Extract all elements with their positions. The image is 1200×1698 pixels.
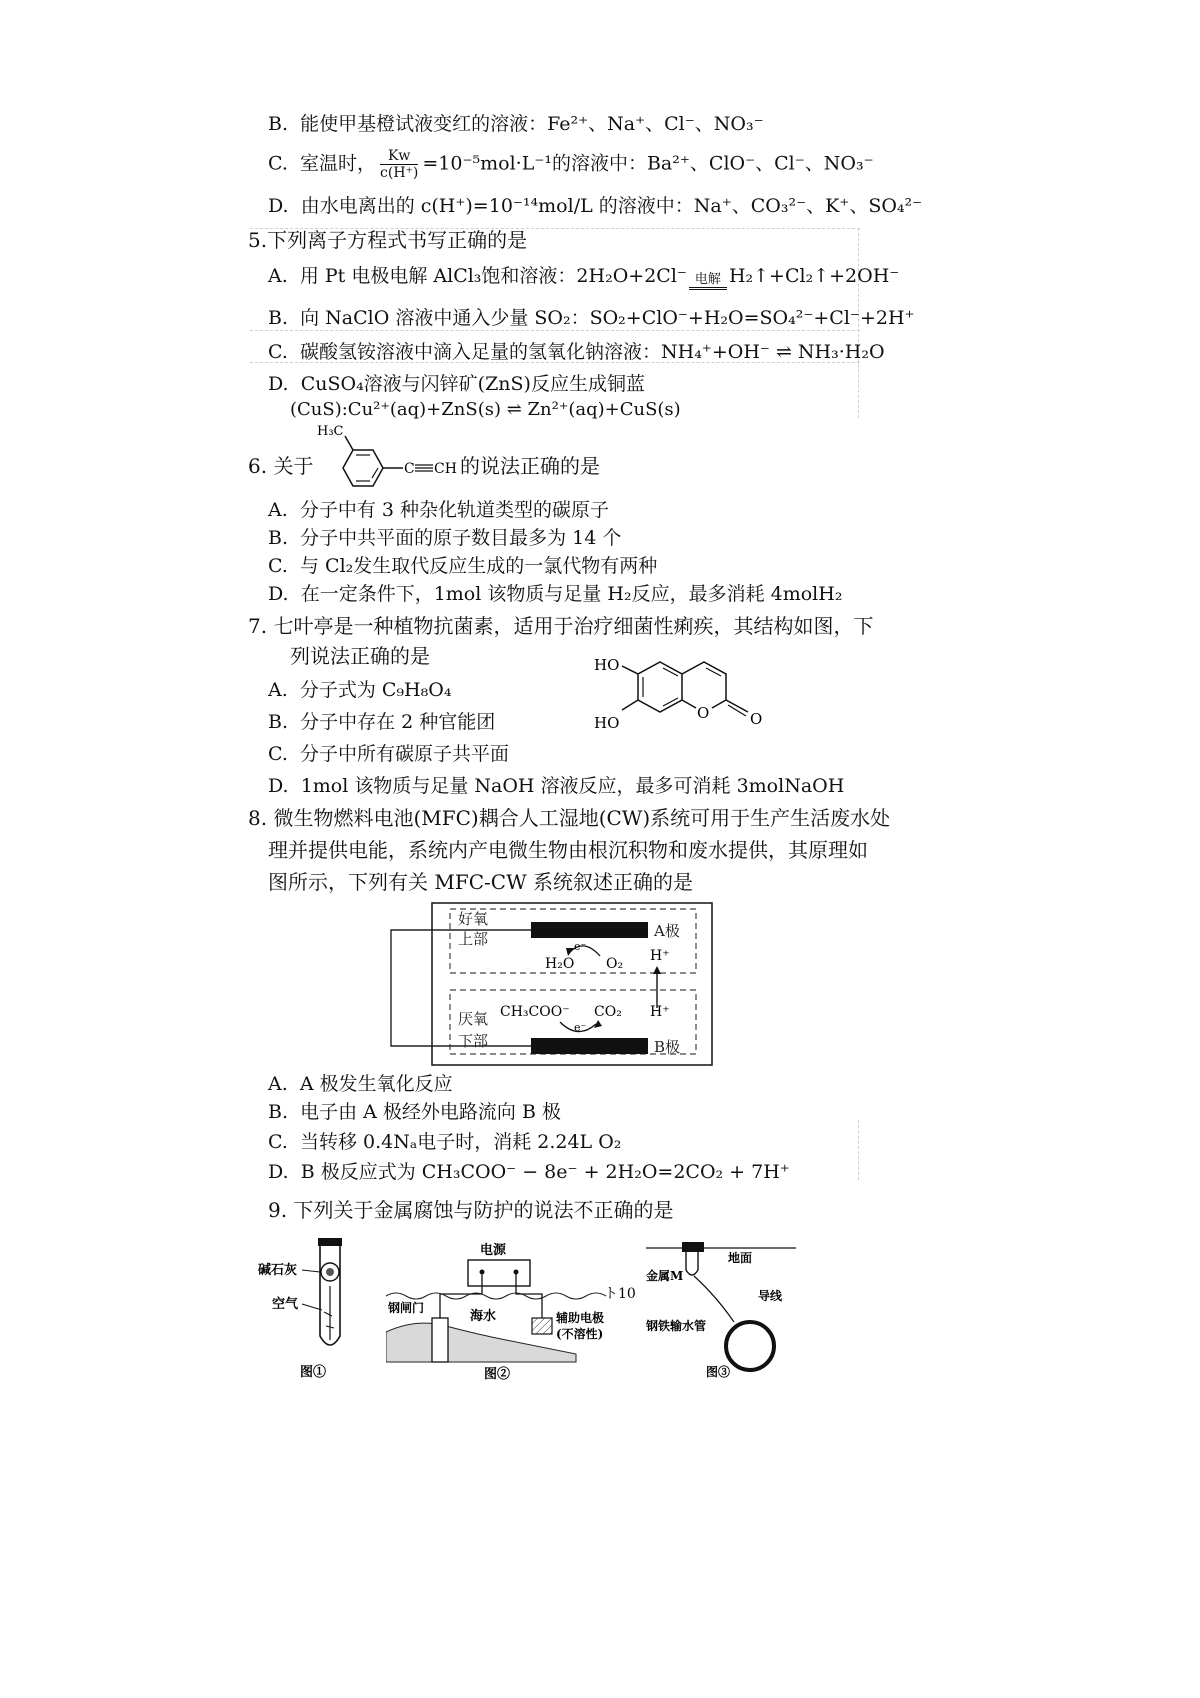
q4-option-b: B. 能使甲基橙试液变红的溶液：Fe²⁺、Na⁺、Cl⁻、NO₃⁻	[268, 113, 764, 135]
svg-text:地面: 地面	[728, 1251, 753, 1265]
q4-option-d: D. 由水电离出的 c(H⁺)=10⁻¹⁴mol/L 的溶液中：Na⁺、CO₃²⁻、K⁺、SO₄²⁻	[268, 195, 923, 217]
q9-figure-1	[258, 1236, 368, 1386]
q4-option-c: C. 室温时， $\frac{Kw}{c(H^+)}$ =10⁻⁵mol·L⁻¹的溶液中：Ba²⁺、ClO⁻、Cl⁻、NO₃⁻	[268, 148, 874, 181]
q5-option-c: C. 碳酸氢铵溶液中滴入足量的氢氧化钠溶液：NH₄⁺+OH⁻ ⇌ NH₃·H₂O	[268, 341, 885, 363]
q7-option-d: D. 1mol 该物质与足量 NaOH 溶液反应，最多可消耗 3molNaOH	[268, 775, 845, 797]
q9-figure-2	[386, 1236, 646, 1386]
svg-text:C: C	[404, 461, 415, 477]
scan-guide-line	[858, 1120, 859, 1180]
svg-text:钢铁输水管: 钢铁输水管	[646, 1319, 707, 1333]
q6-molecule	[315, 420, 465, 498]
q8-stem-line2: 理并提供电能，系统内产电微生物由根沉积物和废水提供，其原理如	[268, 838, 868, 862]
svg-text:金属M: 金属M	[646, 1269, 684, 1283]
q8-option-b: B. 电子由 A 极经外电路流向 B 极	[268, 1101, 561, 1123]
svg-text:厌氧: 厌氧	[458, 1010, 489, 1028]
q7-stem-line1: 7. 七叶亭是一种植物抗菌素，适用于治疗细菌性痢疾，其结构如图，下	[248, 614, 874, 638]
svg-text:ト10: ト10	[604, 1286, 636, 1302]
svg-text:HO: HO	[594, 714, 620, 732]
svg-text:空气: 空气	[272, 1297, 299, 1312]
svg-text:下部: 下部	[458, 1032, 489, 1050]
svg-text:海水: 海水	[470, 1309, 497, 1324]
svg-text:O: O	[697, 704, 710, 722]
svg-text:辅助电极: 辅助电极	[556, 1311, 605, 1325]
q5-option-d: D. CuSO₄溶液与闪锌矿(ZnS)反应生成铜蓝	[268, 373, 645, 395]
q5-option-b: B. 向 NaClO 溶液中通入少量 SO₂：SO₂+ClO⁻+H₂O=SO₄²⁻+Cl⁻+2H⁺	[268, 307, 915, 329]
svg-text:CH₃COO⁻: CH₃COO⁻	[500, 1004, 570, 1020]
q8-option-d: D. B 极反应式为 CH₃COO⁻ − 8e⁻ + 2H₂O=2CO₂ + 7H⁺	[268, 1161, 790, 1183]
q8-option-c: C. 当转移 0.4Nₐ电子时，消耗 2.24L O₂	[268, 1131, 622, 1153]
q6-option-a: A. 分子中有 3 种杂化轨道类型的碳原子	[268, 499, 610, 521]
electrolysis-condition: 电解	[689, 273, 727, 290]
svg-text:图②: 图②	[484, 1367, 511, 1382]
q8-stem-line3: 图所示，下列有关 MFC-CW 系统叙述正确的是	[268, 870, 693, 894]
svg-text:(不溶性): (不溶性)	[556, 1327, 604, 1341]
svg-text:碱石灰: 碱石灰	[258, 1263, 298, 1278]
q5-option-a: A. 用 Pt 电极电解 AlCl₃饱和溶液：2H₂O+2Cl⁻ 电解 H₂↑+Cl₂↑+2OH⁻	[268, 262, 899, 290]
q5-option-d-cont: (CuS):Cu²⁺(aq)+ZnS(s) ⇌ Zn²⁺(aq)+CuS(s)	[290, 399, 681, 420]
svg-text:钢闸门: 钢闸门	[388, 1301, 425, 1315]
svg-text:上部: 上部	[458, 930, 489, 948]
q7-esculetin-structure	[590, 648, 790, 740]
svg-text:H⁺: H⁺	[650, 948, 670, 964]
svg-text:B极: B极	[654, 1038, 681, 1056]
q7-option-c: C. 分子中所有碳原子共平面	[268, 743, 510, 765]
svg-text:好氧: 好氧	[458, 910, 489, 928]
svg-text:CH: CH	[434, 461, 457, 477]
svg-text:H₂O: H₂O	[545, 956, 575, 972]
svg-text:电源: 电源	[480, 1243, 507, 1258]
q6-option-b: B. 分子中共平面的原子数目最多为 14 个	[268, 527, 622, 549]
q5-stem: 5.下列离子方程式书写正确的是	[248, 228, 528, 252]
svg-text:HO: HO	[594, 656, 620, 674]
svg-text:O₂: O₂	[606, 956, 624, 972]
q7-stem-line2: 列说法正确的是	[290, 644, 430, 668]
svg-text:CO₂: CO₂	[594, 1004, 622, 1020]
svg-text:图①: 图①	[300, 1365, 327, 1380]
q6-option-c: C. 与 Cl₂发生取代反应生成的一氯代物有两种	[268, 555, 658, 577]
q9-figure-3	[646, 1236, 806, 1386]
svg-text:A极: A极	[654, 922, 680, 940]
q7-option-a: A. 分子式为 C₉H₈O₄	[268, 679, 452, 701]
q7-option-b: B. 分子中存在 2 种官能团	[268, 711, 496, 733]
svg-text:H⁺: H⁺	[650, 1004, 670, 1020]
svg-text:图③: 图③	[706, 1365, 731, 1379]
svg-text:O: O	[750, 710, 763, 728]
svg-text:导线: 导线	[758, 1289, 783, 1303]
q6-stem-pre: 6. 关于	[248, 454, 314, 478]
q8-mfc-diagram	[388, 900, 718, 1070]
q8-stem-line1: 8. 微生物燃料电池(MFC)耦合人工湿地(CW)系统可用于生产生活废水处	[248, 806, 891, 830]
q6-stem-post: 的说法正确的是	[460, 454, 600, 478]
q9-stem: 9. 下列关于金属腐蚀与防护的说法不正确的是	[268, 1198, 674, 1222]
svg-text:e⁻: e⁻	[574, 940, 587, 953]
svg-text:H₃C: H₃C	[317, 424, 344, 439]
svg-text:e⁻: e⁻	[574, 1021, 587, 1034]
kw-fraction: $\frac{Kw}{c(H^+)}$	[380, 148, 419, 181]
q6-option-d: D. 在一定条件下，1mol 该物质与足量 H₂反应，最多消耗 4molH₂	[268, 583, 843, 605]
q8-option-a: A. A 极发生氧化反应	[268, 1073, 453, 1095]
